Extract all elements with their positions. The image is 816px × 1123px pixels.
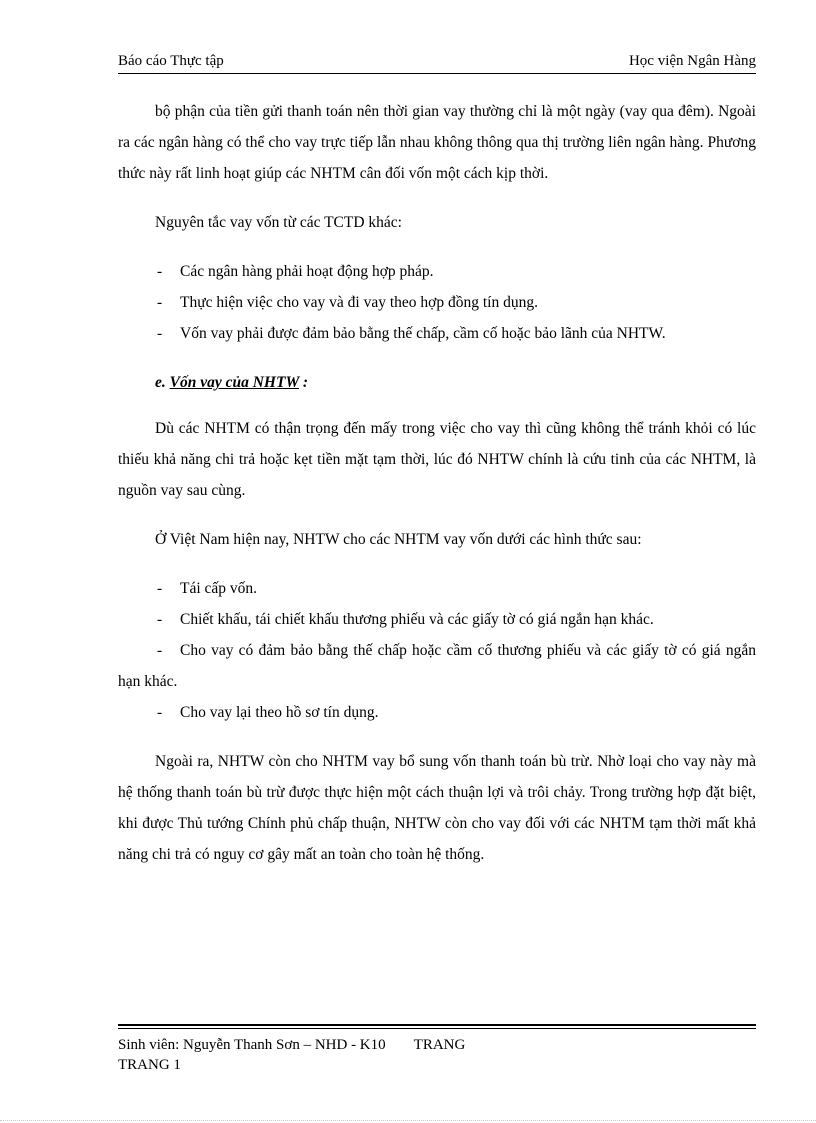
section-heading <box>118 367 756 398</box>
dash-bullet: - <box>157 325 163 342</box>
list-item <box>118 697 756 728</box>
list-item <box>118 573 756 604</box>
section-colon: : <box>298 374 309 391</box>
dash-bullet: - <box>157 263 163 280</box>
document-body <box>118 96 756 870</box>
paragraph-interbank-lending: bộ phận của tiền gửi thanh toán nên thời gian vay thường chỉ là một ngày (vay qua đêm). Ngoài ra các ngân hàng có thể cho vay trực tiếp lẫn nhau không thông qua thị trường liên ngân hàng. Phương thức này rất linh hoạt giúp các NHTM cân đối vốn một cách kịp thời. <box>118 103 756 182</box>
page-edge-divider <box>0 1120 816 1121</box>
section-title: Vốn vay của NHTW <box>169 374 299 391</box>
list-item <box>118 635 756 697</box>
page-footer <box>118 1035 465 1075</box>
principles-list <box>118 256 756 349</box>
footer-page-number: TRANG 1 <box>118 1057 181 1073</box>
list-item-text: Các ngân hàng phải hoạt động hợp pháp. <box>180 263 434 280</box>
forms-list <box>118 573 756 728</box>
list-item-text: Thực hiện việc cho vay và đi vay theo hợp đồng tín dụng. <box>180 294 538 311</box>
footer-divider-thin <box>118 1028 756 1029</box>
paragraph-forms-intro: Ở Việt Nam hiện nay, NHTW cho các NHTM vay vốn dưới các hình thức sau: <box>155 531 642 548</box>
dash-bullet: - <box>157 611 163 628</box>
paragraph-principles-intro: Nguyên tắc vay vốn từ các TCTD khác: <box>155 214 402 231</box>
list-item <box>118 287 756 318</box>
paragraph-clearing-loans: Ngoài ra, NHTW còn cho NHTM vay bổ sung vốn thanh toán bù trừ. Nhờ loại cho vay này mà hệ thống thanh toán bù trừ được thực hiện một cách thuận lợi và trôi chảy. Trong trường hợp đặt biệt, khi được Thủ tướng Chính phủ chấp thuận, NHTW còn cho vay đối với các NHTM tạm thời mất khả năng chi trả có nguy cơ gây mất an toàn cho toàn hệ thống. <box>118 753 756 863</box>
footer-page-label: TRANG <box>413 1037 466 1053</box>
list-item <box>118 256 756 287</box>
footer-student: Sinh viên: Nguyễn Thanh Sơn – NHD - K10 <box>118 1037 386 1053</box>
list-item-text: Cho vay có đảm bảo bằng thế chấp hoặc cầm cố thương phiếu và các giấy tờ có giá ngắn hạn khác. <box>118 642 756 690</box>
paragraph-central-bank-role: Dù các NHTM có thận trọng đến mấy trong việc cho vay thì cũng không thể tránh khỏi có lúc thiếu khả năng chi trả hoặc kẹt tiền mặt tạm thời, lúc đó NHTW chính là cứu tinh của các NHTM, là nguồn vay sau cùng. <box>118 420 756 499</box>
list-item-text: Chiết khấu, tái chiết khấu thương phiếu và các giấy tờ có giá ngắn hạn khác. <box>180 611 654 628</box>
list-item-text: Cho vay lại theo hồ sơ tín dụng. <box>180 704 379 721</box>
footer-divider-thick <box>118 1024 756 1026</box>
dash-bullet: - <box>157 294 163 311</box>
list-item-text: Vốn vay phải được đảm bảo bằng thế chấp, cầm cố hoặc bảo lãnh của NHTW. <box>180 325 666 342</box>
section-number: e. <box>155 374 170 391</box>
header-institution: Học viện Ngân Hàng <box>628 53 756 69</box>
header-report-title: Báo cáo Thực tập <box>118 53 224 69</box>
list-item <box>118 604 756 635</box>
dash-bullet: - <box>157 642 163 659</box>
header-divider <box>118 73 756 74</box>
list-item <box>118 318 756 349</box>
dash-bullet: - <box>157 704 163 721</box>
list-item-text: Tái cấp vốn. <box>180 580 258 597</box>
dash-bullet: - <box>157 580 163 597</box>
